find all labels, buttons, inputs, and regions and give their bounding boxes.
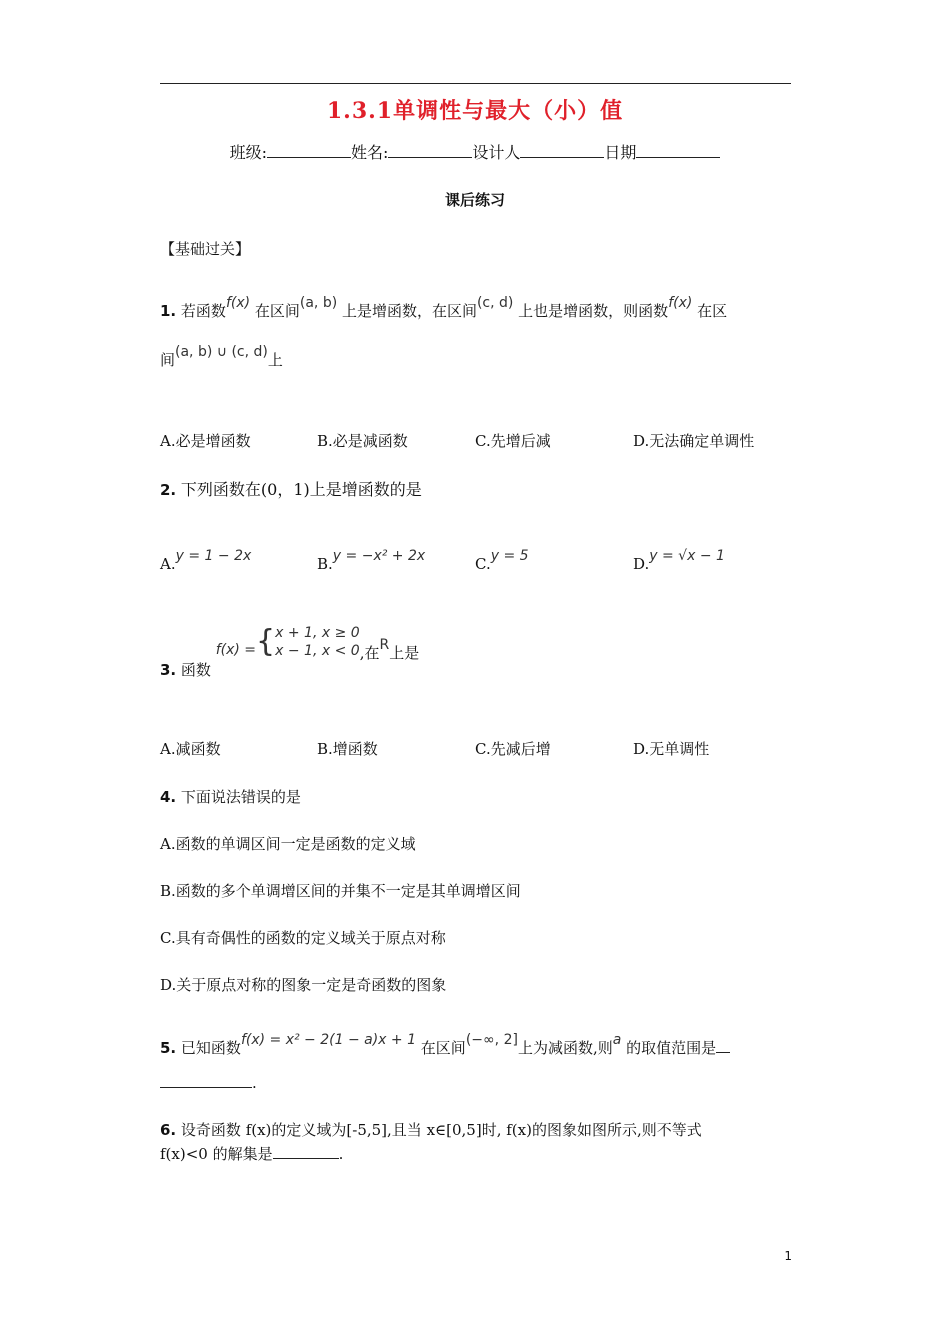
q1-option-b[interactable]: B.必是减函数 bbox=[317, 432, 408, 450]
date-blank[interactable] bbox=[636, 143, 720, 158]
option-label: D. bbox=[633, 555, 650, 573]
question-1-line-1 bbox=[160, 295, 728, 321]
name-blank[interactable] bbox=[388, 143, 472, 158]
q1-formula-fx-2: f(x) bbox=[668, 295, 693, 311]
q3-cases bbox=[275, 624, 360, 660]
header-rule bbox=[160, 83, 791, 84]
question-6-line-1 bbox=[160, 1119, 702, 1140]
q5-text-2: 在区间 bbox=[420, 1039, 466, 1057]
question-2 bbox=[160, 477, 422, 500]
q3-option-a[interactable]: A.减函数 bbox=[160, 740, 221, 758]
q1-formula-union: (a, b) ∪ (c, d) bbox=[175, 344, 268, 360]
class-blank[interactable] bbox=[267, 143, 351, 158]
q5-text-4: 的取值范围是 bbox=[626, 1039, 717, 1057]
question-3 bbox=[160, 624, 420, 679]
q3-text-3: 上是 bbox=[389, 644, 420, 662]
q3-brace: { bbox=[256, 624, 276, 659]
page-title: 1.3.1单调性与最大（小）值 bbox=[326, 98, 624, 124]
option-label: B. bbox=[317, 555, 333, 573]
q1-text-6: 间 bbox=[160, 351, 176, 369]
info-line bbox=[0, 140, 950, 163]
q2-formula-d: y = √x − 1 bbox=[649, 548, 725, 564]
q5-end: . bbox=[252, 1074, 257, 1092]
question-4 bbox=[160, 786, 301, 807]
q5-formula-fx: f(x) = x² − 2(1 − a)x + 1 bbox=[240, 1032, 417, 1048]
q2-formula-b: y = −x² + 2x bbox=[332, 548, 426, 564]
q4-option-d[interactable]: D.关于原点对称的图象一定是奇函数的图象 bbox=[160, 976, 447, 994]
q6-answer-blank[interactable] bbox=[273, 1144, 339, 1159]
q6-text-2: f(x)<0 的解集是 bbox=[160, 1145, 273, 1163]
question-1-line-2 bbox=[160, 344, 283, 370]
q1-text-5: 在区 bbox=[697, 302, 728, 320]
section-heading: 【基础过关】 bbox=[160, 240, 251, 258]
q5-text-3: 上为减函数,则 bbox=[517, 1039, 613, 1057]
question-number: 1. bbox=[160, 302, 177, 320]
question-number: 5. bbox=[160, 1039, 177, 1057]
q1-formula-fx: f(x) bbox=[225, 295, 251, 311]
q1-text-2: 在区间 bbox=[254, 302, 300, 320]
q4-option-c[interactable]: C.具有奇偶性的函数的定义域关于原点对称 bbox=[160, 929, 446, 947]
question-number: 2. bbox=[160, 481, 177, 499]
q5-answer-blank-part1[interactable] bbox=[716, 1038, 730, 1053]
subtitle: 课后练习 bbox=[444, 191, 505, 209]
question-number: 3. bbox=[160, 661, 177, 679]
q1-text-4: 上也是增函数，则函数 bbox=[518, 302, 669, 320]
q1-formula-ab: (a, b) bbox=[299, 295, 338, 311]
question-5-line-1 bbox=[160, 1032, 730, 1058]
q2-option-b[interactable] bbox=[317, 548, 426, 573]
designer-label: 设计人 bbox=[472, 143, 521, 162]
q3-option-d[interactable]: D.无单调性 bbox=[633, 740, 710, 758]
q3-option-b[interactable]: B.增函数 bbox=[317, 740, 378, 758]
q3-case-2: x − 1, x < 0 bbox=[275, 643, 360, 659]
q2-option-a[interactable] bbox=[160, 548, 252, 573]
q1-text-1: 若函数 bbox=[180, 302, 226, 320]
q6-end: . bbox=[338, 1145, 344, 1163]
class-label: 班级: bbox=[229, 143, 267, 162]
question-5-line-2 bbox=[160, 1073, 257, 1092]
q3-text-1: 函数 bbox=[180, 661, 211, 679]
q1-text-3: 上是增函数，在区间 bbox=[341, 302, 477, 320]
option-label: C. bbox=[475, 555, 491, 573]
q2-formula-a: y = 1 − 2x bbox=[175, 548, 252, 564]
q3-option-c[interactable]: C.先减后增 bbox=[475, 740, 551, 758]
q5-text-1: 已知函数 bbox=[180, 1039, 241, 1057]
page-number: 1 bbox=[784, 1249, 792, 1263]
q3-text-2: ,在 bbox=[359, 644, 380, 662]
name-label: 姓名: bbox=[350, 143, 389, 162]
q3-formula-fx: f(x) = bbox=[215, 642, 257, 658]
q4-option-b[interactable]: B.函数的多个单调增区间的并集不一定是其单调增区间 bbox=[160, 882, 521, 900]
q1-option-d[interactable]: D.无法确定单调性 bbox=[633, 432, 755, 450]
q1-formula-cd: (c, d) bbox=[476, 295, 514, 311]
q2-text: 下列函数在(0，1)上是增函数的是 bbox=[180, 480, 422, 499]
question-6-line-2 bbox=[160, 1143, 343, 1164]
designer-blank[interactable] bbox=[520, 143, 604, 158]
q2-formula-c: y = 5 bbox=[490, 548, 529, 564]
q1-option-c[interactable]: C.先增后减 bbox=[475, 432, 551, 450]
q5-formula-interval: (−∞, 2] bbox=[465, 1032, 518, 1048]
date-label: 日期 bbox=[604, 143, 637, 162]
q4-option-a[interactable]: A.函数的单调区间一定是函数的定义域 bbox=[160, 835, 416, 853]
q1-text-7: 上 bbox=[267, 351, 283, 369]
q5-formula-a: a bbox=[612, 1032, 622, 1048]
q5-answer-blank-part2[interactable] bbox=[160, 1073, 252, 1088]
q4-text: 下面说法错误的是 bbox=[180, 788, 301, 806]
q1-option-a[interactable]: A.必是增函数 bbox=[160, 432, 251, 450]
q3-case-1: x + 1, x ≥ 0 bbox=[275, 625, 360, 641]
option-label: A. bbox=[160, 555, 176, 573]
q3-formula-r: R bbox=[379, 637, 390, 653]
question-number: 6. bbox=[160, 1121, 177, 1139]
question-number: 4. bbox=[160, 788, 177, 806]
q6-text-1: 设奇函数 f(x)的定义域为[-5,5],且当 x∈[0,5]时, f(x)的图象如图所示,则不等式 bbox=[180, 1121, 702, 1139]
q2-option-c[interactable] bbox=[475, 548, 529, 573]
q2-option-d[interactable] bbox=[633, 548, 725, 573]
